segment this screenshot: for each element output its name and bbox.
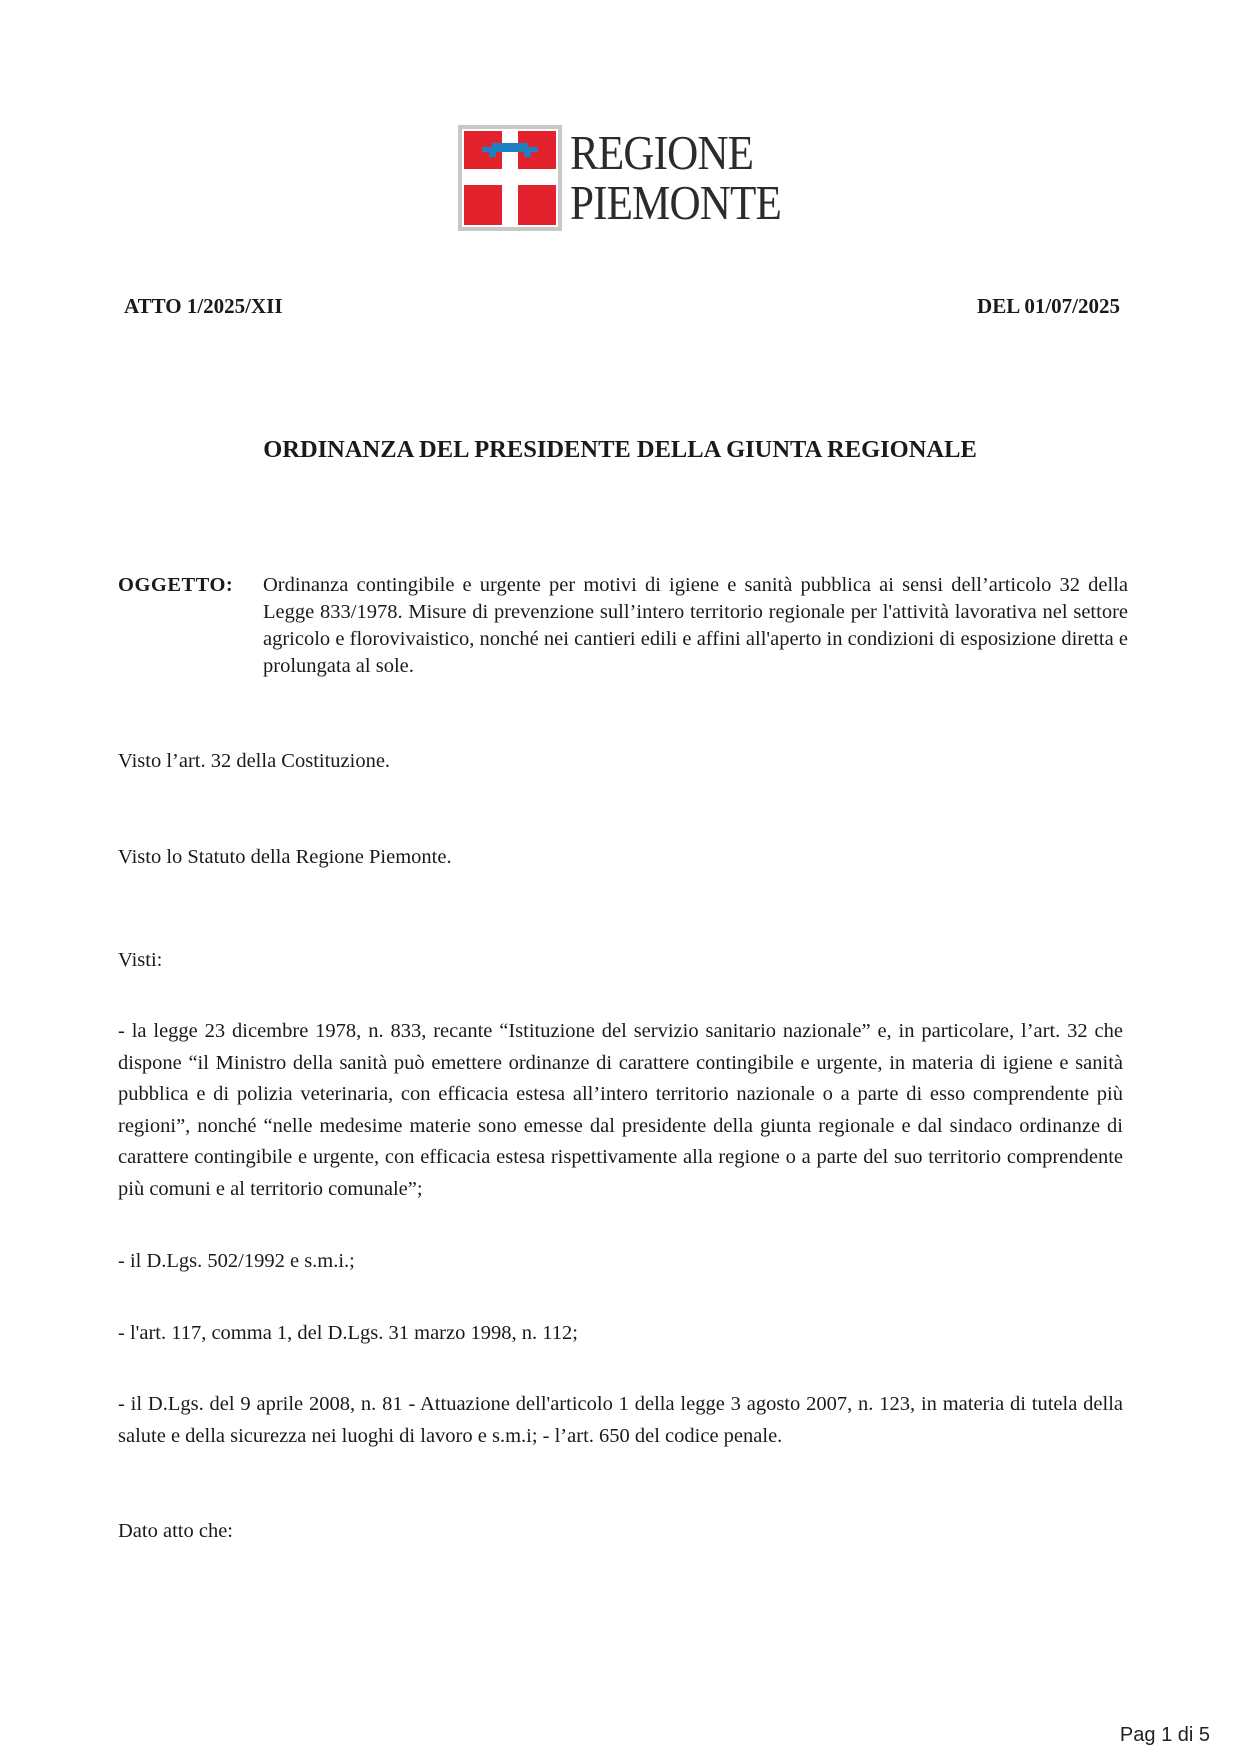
paragraph-visto-costituzione: Visto l’art. 32 della Costituzione. (118, 750, 391, 772)
document-title: ORDINANZA DEL PRESIDENTE DELLA GIUNTA REGIONALE (263, 436, 977, 463)
paragraph-legge-833: - la legge 23 dicembre 1978, n. 833, recante “Istituzione del servizio sanitario nazionale” e, in particolare, l’art. 32 che dispone “il Ministro della sanità può emettere ordinanze di carattere contingibile e urgente, in materia di igiene e sanità pubblica e di polizia veterinaria, con efficacia estesa all’intero territorio nazionale o a parte di esso comprendente più regioni”, nonché “nelle medesime materie sono emesse dal presidente della giunta regionale e dal sindaco ordinanze di carattere contingibile e urgente, con efficacia estesa rispettivamente alla regione o a parte del suo territorio comprendente più comuni e al territorio comunale”; (118, 1020, 1123, 1200)
regione-piemonte-logo (458, 124, 788, 232)
paragraph-visti: Visti: (118, 949, 163, 971)
paragraph-art-117: - l'art. 117, comma 1, del D.Lgs. 31 marzo 1998, n. 112; (118, 1322, 578, 1344)
logo-line-piemonte: PIEMONTE (570, 175, 781, 230)
atto-number: ATTO 1/2025/XII (124, 294, 283, 318)
subject-block (118, 572, 1128, 680)
regione-piemonte-emblem-icon (458, 125, 562, 231)
paragraph-dlgs-502: - il D.Lgs. 502/1992 e s.m.i.; (118, 1250, 355, 1272)
paragraph-dlgs-81: - il D.Lgs. del 9 aprile 2008, n. 81 - Attuazione dell'articolo 1 della legge 3 agosto 2007, n. 123, in materia di tutela della salute e della sicurezza nei luoghi di lavoro e s.m.i; - l’art. 650 del codice penale. (118, 1393, 1123, 1447)
document-reference-row (124, 294, 1120, 319)
paragraph-visto-statuto: Visto lo Statuto della Regione Piemonte. (118, 846, 452, 868)
subject-text: Ordinanza contingibile e urgente per motivi di igiene e sanità pubblica ai sensi dell’articolo 32 della Legge 833/1978. Misure di prevenzione sull’intero territorio regionale per l'attività lavorativa nel settore agricolo e florovivaistico, nonché nei cantieri edili e affini all'aperto in condizioni di esposizione diretta e prolungata al sole. (263, 574, 1128, 677)
atto-date: DEL 01/07/2025 (977, 294, 1120, 318)
paragraph-dato-atto: Dato atto che: (118, 1520, 233, 1542)
logo-wordmark (570, 125, 781, 230)
page-number: Pag 1 di 5 (1119, 1724, 1210, 1746)
logo-line-regione: REGIONE (570, 125, 754, 180)
subject-label: OGGETTO: (118, 574, 234, 596)
